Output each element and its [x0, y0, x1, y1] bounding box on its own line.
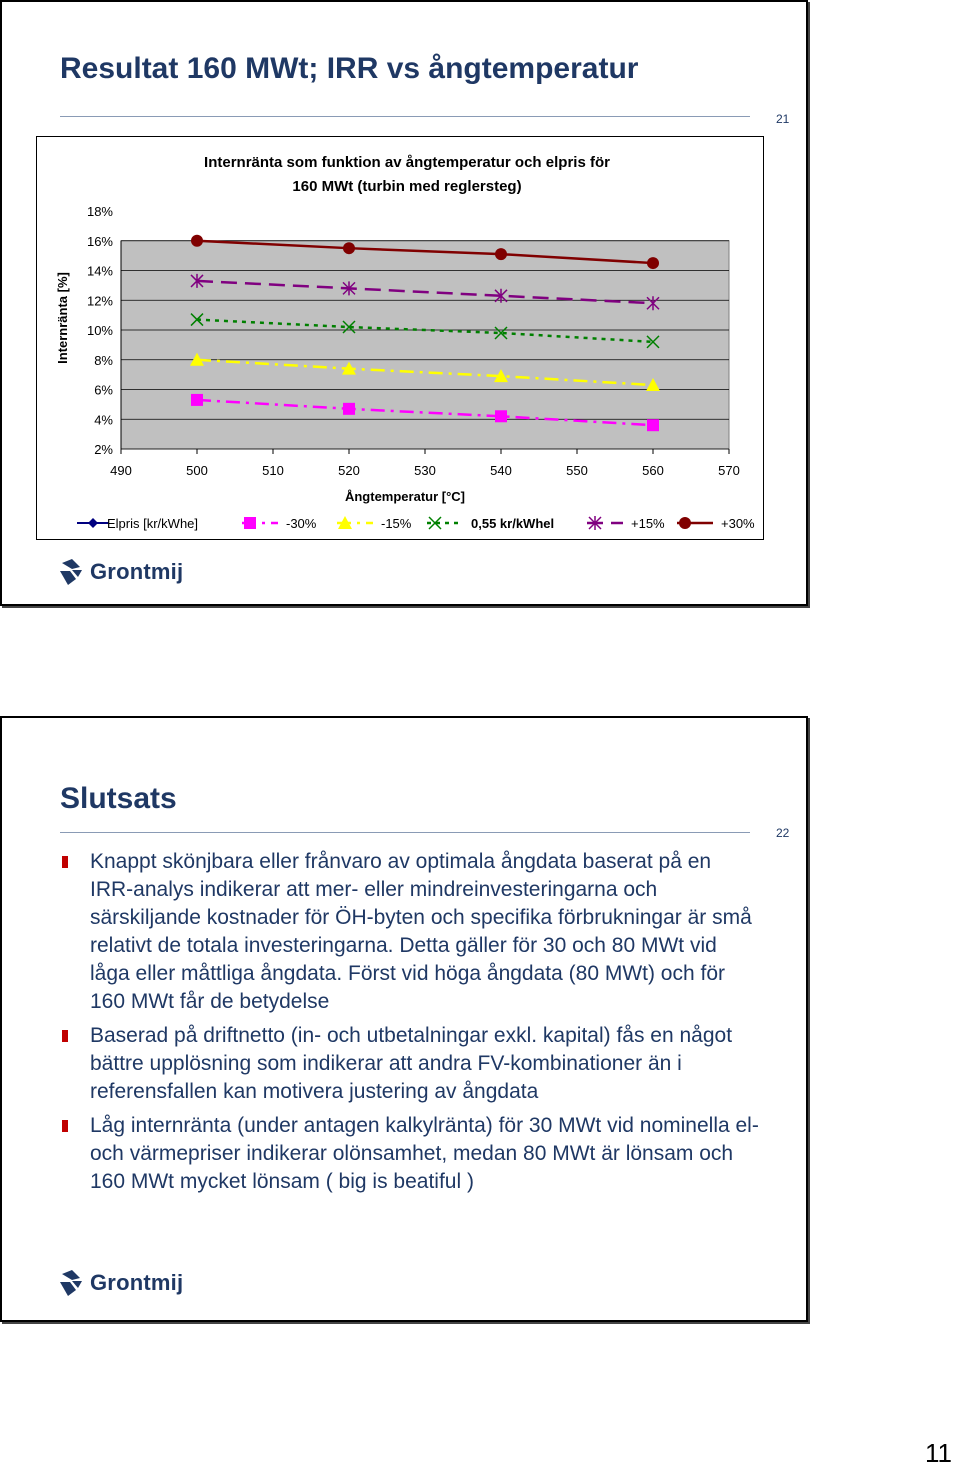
chart-title-line: 160 MWt (turbin med reglersteg): [292, 178, 522, 195]
legend-title: Elpris [kr/kWhe]: [107, 516, 199, 531]
slide-title: Slutsats: [60, 782, 177, 815]
bullet-marker-icon: [62, 1120, 68, 1132]
legend-entry: +15%: [631, 516, 665, 531]
legend-entry: -30%: [286, 516, 317, 531]
chart-frame: [36, 136, 764, 540]
grontmij-logo-icon: [58, 557, 84, 587]
x-axis-label: Ångtemperatur [°C]: [344, 489, 466, 504]
slide-2: [0, 716, 808, 1322]
y-axis-label: Internränta [%]: [55, 272, 70, 364]
y-tick-label: 4%: [94, 412, 113, 428]
data-point: [679, 517, 691, 529]
legend-entry: +30%: [721, 516, 755, 531]
bullet-text: Knappt skönjbara eller frånvaro av optimala ångdata baserat på en IRR-analys indikerar att mer- eller mindreinvesteringarna och särskiljande kostnader för ÖH-byten och specifika förbrukningar är små relativt de totala investeringarna. Detta gäller för 30 och 80 MWt vid låga eller måttliga ångdata. Först vid höga ångdata (80 MWt) och för 160 MWt får de betydelse: [90, 850, 752, 1013]
data-point: [343, 242, 355, 254]
x-tick-label: 560: [642, 463, 664, 478]
title-rule: [60, 832, 750, 833]
y-tick-label: 14%: [86, 263, 113, 279]
plot-background: [121, 241, 729, 449]
document-page-number: 11: [925, 1438, 952, 1468]
y-tick-label: 10%: [86, 323, 113, 338]
y-tick-label: 2%: [94, 442, 113, 457]
x-tick-label: 570: [718, 463, 740, 478]
x-tick-label: 510: [262, 463, 284, 478]
y-tick-label: 18%: [86, 204, 113, 219]
grontmij-logo: [58, 557, 183, 587]
x-tick-label: 550: [566, 463, 588, 478]
irr-chart: [37, 137, 763, 539]
legend-marker: [88, 518, 98, 528]
slide-1: [0, 0, 808, 606]
slide-title: Resultat 160 MWt; IRR vs ångtemperatur: [60, 52, 639, 85]
legend-entry: -15%: [381, 516, 412, 531]
bullet-text: Baserad på driftnetto (in- och utbetalningar exkl. kapital) fås en något bättre upplösning som indikerar att andra FV-kombinationer än i referensfallen kan motivera justering av ångdata: [90, 1024, 733, 1103]
y-tick-label: 12%: [86, 293, 113, 309]
grontmij-logo: [58, 1268, 183, 1298]
page-number: 21: [776, 112, 790, 126]
y-tick-label: 16%: [86, 233, 113, 249]
bullet-marker-icon: [62, 1030, 68, 1042]
data-point: [191, 394, 203, 406]
logo-text: Grontmij: [90, 559, 184, 584]
bullet-marker-icon: [62, 856, 68, 868]
data-point: [495, 410, 507, 422]
x-tick-label: 540: [490, 463, 512, 478]
x-tick-label: 500: [186, 463, 208, 478]
bullet-item: [60, 1112, 760, 1196]
grontmij-logo-icon: [58, 1268, 84, 1298]
bullet-item: [60, 848, 760, 1016]
data-point: [343, 403, 355, 415]
bullet-item: [60, 1022, 760, 1106]
data-point: [647, 419, 659, 431]
x-tick-label: 520: [338, 463, 360, 478]
x-tick-label: 530: [414, 463, 436, 478]
legend-entry: 0,55 kr/kWhel: [471, 516, 555, 531]
data-point: [647, 257, 659, 269]
y-tick-label: 8%: [94, 352, 113, 368]
y-tick-label: 6%: [94, 382, 113, 398]
logo-text: Grontmij: [90, 1270, 184, 1295]
data-point: [495, 248, 507, 260]
data-point: [244, 517, 256, 529]
bullet-list: [60, 848, 760, 1202]
chart-title-line: Internränta som funktion av ångtemperatur och elpris för: [204, 154, 610, 171]
data-point: [191, 235, 203, 247]
x-tick-label: 490: [110, 463, 132, 478]
bullet-text: Låg internränta (under antagen kalkylränta) för 30 MWt vid nominella el- och värmepriser indikerar olönsamhet, medan 80 MWt är lönsam och 160 MWt mycket lönsam ( big is beatiful ): [90, 1114, 759, 1193]
page-number: 22: [776, 826, 790, 840]
title-rule: [60, 116, 750, 117]
